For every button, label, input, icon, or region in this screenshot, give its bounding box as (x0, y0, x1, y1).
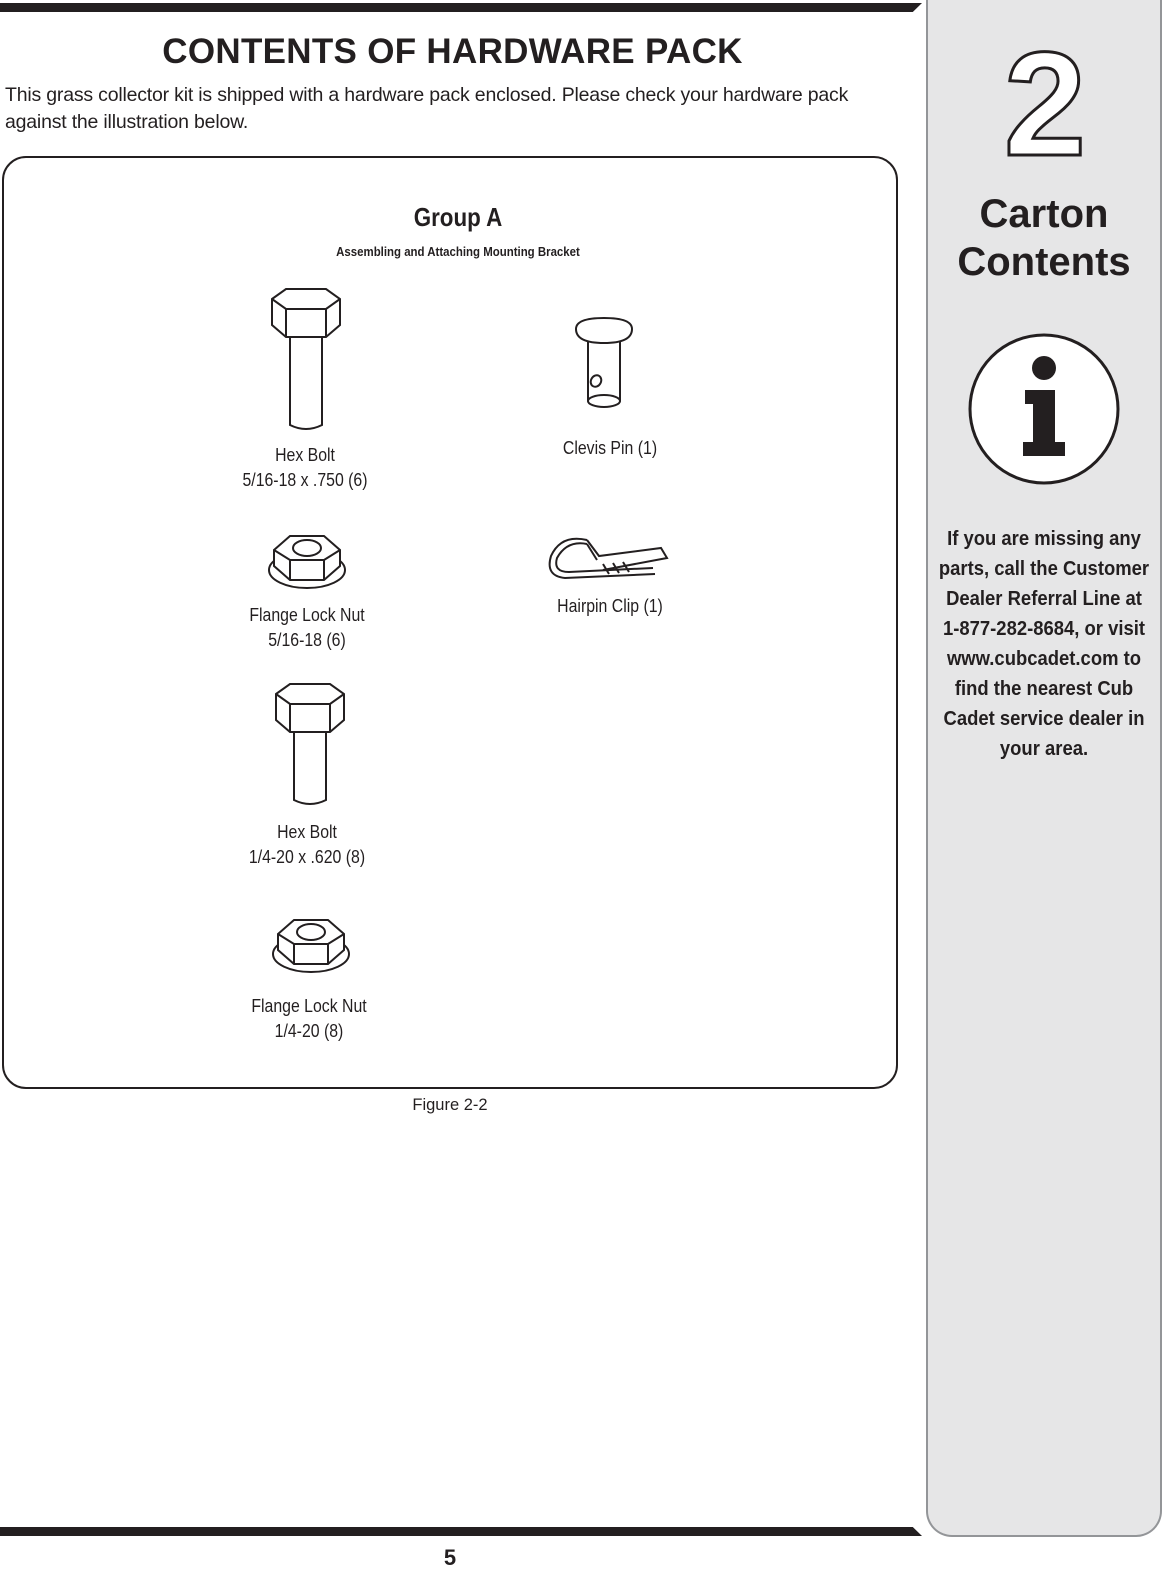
part-label-hex-bolt-small (219, 820, 395, 869)
clevis-pin-icon (570, 315, 638, 413)
group-title: Group A (413, 202, 503, 232)
part-label-clevis-pin: Clevis Pin (1) (562, 438, 658, 458)
part-label-hairpin-clip: Hairpin Clip (1) (557, 596, 663, 616)
part-spec: 1/4-20 (8) (274, 1020, 344, 1041)
bottom-rule (0, 1527, 922, 1536)
part-label-flange-lock-nut-small (221, 994, 397, 1043)
chapter-number (990, 40, 1100, 170)
flange-lock-nut-large-icon (266, 530, 348, 592)
hex-bolt-small-icon (272, 680, 348, 810)
part-spec: 5/16-18 (6) (268, 629, 346, 650)
flange-lock-nut-small-icon (270, 914, 352, 976)
part-name: Hex Bolt (277, 822, 337, 842)
part-spec: 5/16-18 x .750 (6) (242, 469, 368, 490)
hairpin-clip-icon (543, 530, 671, 586)
figure-caption: Figure 2-2 (412, 1096, 488, 1114)
info-icon (967, 332, 1121, 486)
page-number: 5 (443, 1545, 457, 1570)
group-subtitle: Assembling and Attaching Mounting Bracket (336, 244, 580, 259)
chapter-number-text: 2 (1003, 40, 1087, 170)
part-name: Flange Lock Nut (249, 605, 365, 625)
sidebar-title (926, 190, 1162, 286)
part-label-flange-lock-nut-large (219, 603, 395, 652)
missing-parts-note: If you are missing any parts, call the Customer Dealer Referral Line at 1-877-282-8684, or visit www.cubcadet.com to find the nearest Cub Cadet service dealer in your area. (938, 527, 1150, 760)
part-name: Hex Bolt (275, 445, 335, 465)
page-title: CONTENTS OF HARDWARE PACK (162, 32, 743, 71)
top-rule (0, 3, 922, 12)
part-label-hex-bolt-large (217, 443, 393, 492)
part-name: Flange Lock Nut (251, 996, 367, 1016)
sidebar-title-line2: Contents (957, 240, 1131, 284)
sidebar-title-line1: Carton (979, 192, 1109, 236)
hex-bolt-large-icon (268, 285, 344, 435)
hardware-figure-frame (2, 156, 898, 1089)
part-spec: 1/4-20 x .620 (8) (248, 846, 366, 867)
intro-paragraph: This grass collector kit is shipped with a hardware pack enclosed. Please check your hardware pack against the illustration below. (5, 84, 849, 133)
